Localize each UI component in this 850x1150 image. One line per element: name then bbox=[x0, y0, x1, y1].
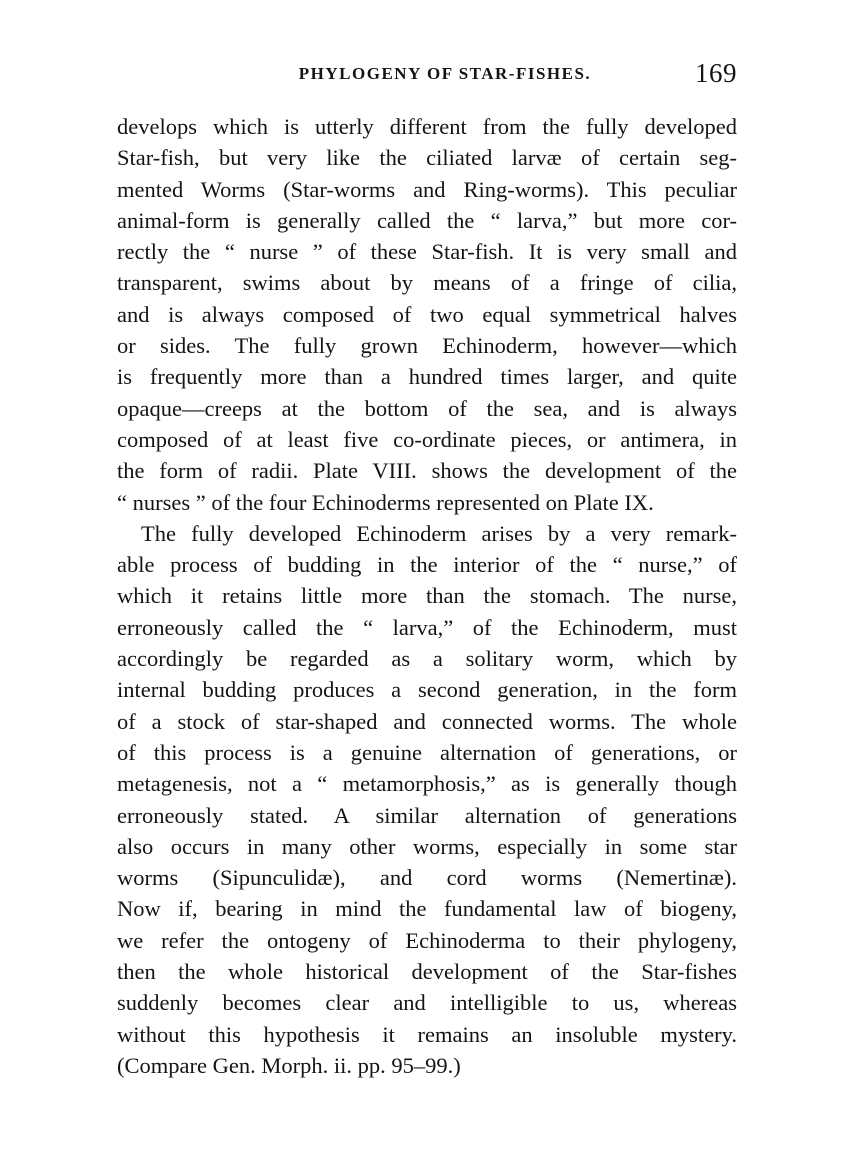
page-number: 169 bbox=[695, 58, 737, 88]
text-line: erroneously called the “ larva,” of the Echinoderm, must bbox=[117, 614, 737, 640]
running-head bbox=[117, 58, 737, 92]
text-line: The fully developed Echinoderm arises by a very remark- bbox=[141, 520, 737, 546]
text-line: able process of budding in the interior of the “ nurse,” of bbox=[117, 552, 737, 578]
text-line: Now if, bearing in mind the fundamental law of biogeny, bbox=[117, 896, 737, 922]
paragraph bbox=[117, 518, 737, 1081]
text-line: which it retains little more than the stomach. The nurse, bbox=[117, 583, 737, 609]
text-line: the form of radii. Plate VIII. shows the development of the bbox=[117, 458, 737, 484]
text-line: is frequently more than a hundred times larger, and quite bbox=[117, 364, 737, 390]
text-line: develops which is utterly different from the fully developed bbox=[117, 114, 737, 139]
text-line: without this hypothesis it remains an insoluble mystery. bbox=[117, 1021, 737, 1047]
text-line: transparent, swims about by means of a fringe of cilia, bbox=[117, 270, 737, 296]
text-line: and is always composed of two equal symmetrical halves bbox=[117, 301, 737, 327]
text-line: Star-fish, but very like the ciliated larvæ of certain seg- bbox=[117, 145, 737, 171]
text-line: animal-form is generally called the “ larva,” but more cor- bbox=[117, 207, 737, 233]
text-line: then the whole historical development of the Star-fishes bbox=[117, 959, 737, 985]
text-line: of a stock of star-shaped and connected worms. The whole bbox=[117, 708, 737, 734]
text-line: of this process is a genuine alternation of generations, or bbox=[117, 739, 737, 765]
text-line: “ nurses ” of the four Echinoderms represented on Plate IX. bbox=[117, 489, 654, 515]
text-line: suddenly becomes clear and intelligible to us, whereas bbox=[117, 990, 737, 1016]
body-text bbox=[117, 111, 737, 1081]
text-line: also occurs in many other worms, especially in some star bbox=[117, 833, 737, 859]
running-title: PHYLOGENY OF STAR-FISHES. bbox=[298, 64, 592, 83]
text-line: or sides. The fully grown Echinoderm, however—which bbox=[117, 333, 737, 359]
text-line: composed of at least five co-ordinate pieces, or antimera, in bbox=[117, 426, 737, 452]
text-line: accordingly be regarded as a solitary worm, which by bbox=[117, 646, 737, 672]
paragraph bbox=[117, 111, 737, 518]
text-line: we refer the ontogeny of Echinoderma to their phylogeny, bbox=[117, 927, 737, 953]
text-line: opaque—creeps at the bottom of the sea, and is always bbox=[117, 395, 737, 421]
text-line: internal budding produces a second generation, in the form bbox=[117, 677, 737, 703]
text-line: erroneously stated. A similar alternation of generations bbox=[117, 802, 737, 828]
text-line: metagenesis, not a “ metamorphosis,” as is generally though bbox=[117, 771, 737, 797]
text-line: mented Worms (Star-worms and Ring-worms). This peculiar bbox=[117, 176, 737, 202]
text-line: worms (Sipunculidæ), and cord worms (Nemertinæ). bbox=[117, 865, 737, 891]
text-line: (Compare Gen. Morph. ii. pp. 95–99.) bbox=[117, 1052, 461, 1078]
text-line: rectly the “ nurse ” of these Star-fish. It is very small and bbox=[117, 239, 737, 265]
